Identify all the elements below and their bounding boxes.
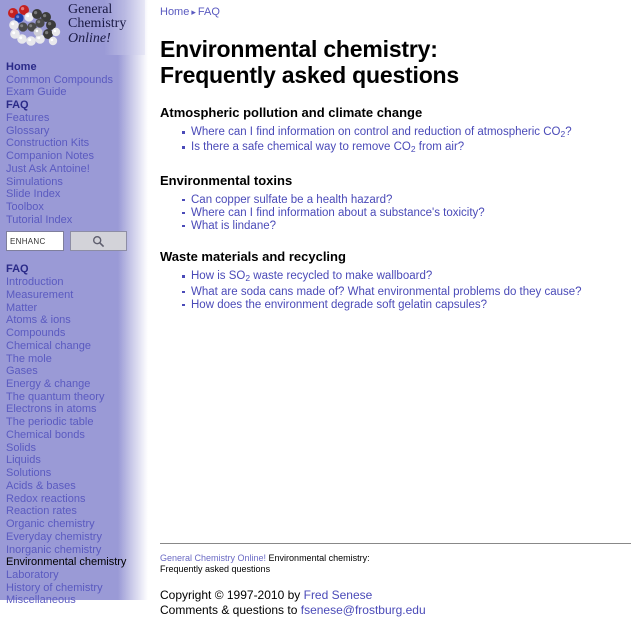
- sidebar-item-home[interactable]: Home: [6, 61, 37, 73]
- question-link[interactable]: How does the environment degrade soft gelatin capsules?: [191, 299, 631, 312]
- section-heading: Waste materials and recycling: [160, 249, 346, 265]
- faq-item-laboratory[interactable]: Laboratory: [6, 568, 59, 581]
- contact-text: Comments & questions to: [160, 603, 301, 617]
- faq-item-faq[interactable]: FAQ: [6, 263, 29, 276]
- faq-item-liquids[interactable]: Liquids: [6, 454, 41, 467]
- faq-item-solids[interactable]: Solids: [6, 441, 36, 454]
- faq-navigation: [0, 257, 148, 607]
- sidebar-item-just-ask-antoine[interactable]: Just Ask Antoine!: [6, 162, 90, 175]
- molecular-model-icon: [4, 3, 66, 51]
- site-logo[interactable]: [0, 0, 145, 55]
- breadcrumb: [160, 6, 631, 18]
- footer-citation: [160, 553, 631, 574]
- faq-item-solutions[interactable]: Solutions: [6, 467, 52, 480]
- faq-item-organic-chemistry[interactable]: Organic chemistry: [6, 518, 95, 531]
- section-heading: Atmospheric pollution and climate change: [160, 105, 423, 120]
- faq-item-introduction[interactable]: Introduction: [6, 276, 64, 289]
- faq-item-the-mole[interactable]: The mole: [6, 352, 52, 365]
- author-link[interactable]: Fred Senese: [303, 588, 373, 602]
- breadcrumb-separator-icon: ▸: [191, 7, 196, 17]
- footer-contact: [160, 603, 631, 618]
- faq-item-energy-change[interactable]: Energy & change: [6, 377, 91, 390]
- sidebar-item-companion-notes[interactable]: Companion Notes: [6, 150, 95, 163]
- faq-item-acids-bases[interactable]: Acids & bases: [6, 479, 76, 492]
- footer-cite-line-2: Frequently asked questions: [160, 563, 271, 574]
- search-submit-button[interactable]: [70, 231, 127, 251]
- chemical-subscript: 2: [245, 273, 251, 284]
- sidebar-item-features[interactable]: Features: [6, 111, 50, 124]
- breadcrumb-home-link[interactable]: Home: [160, 6, 190, 18]
- faq-item-gases[interactable]: Gases: [6, 365, 38, 378]
- sidebar-item-slide-index[interactable]: Slide Index: [6, 188, 61, 201]
- faq-item-inorganic-chemistry[interactable]: Inorganic chemistry: [6, 543, 102, 556]
- sidebar-item-simulations[interactable]: Simulations: [6, 175, 63, 188]
- contact-email-link[interactable]: fsenese@frostburg.edu: [300, 603, 426, 617]
- sidebar-item-toolbox[interactable]: Toolbox: [6, 201, 44, 214]
- breadcrumb-current[interactable]: FAQ: [197, 6, 220, 18]
- question-list: [160, 126, 631, 156]
- faq-item-electrons-in-atoms[interactable]: Electrons in atoms: [6, 403, 97, 416]
- sidebar-item-glossary[interactable]: Glossary: [6, 124, 50, 137]
- question-link[interactable]: How is $SO_2$ waste recycled to make wallboard?: [191, 270, 631, 285]
- sidebar-item-faq[interactable]: FAQ: [6, 99, 29, 112]
- faq-item-reaction-rates[interactable]: Reaction rates: [6, 505, 77, 518]
- faq-sections: [160, 105, 631, 311]
- footer-divider: [160, 543, 631, 544]
- question-link[interactable]: What is lindane?: [191, 220, 631, 233]
- footer-site-link[interactable]: General Chemistry Online!: [160, 553, 267, 563]
- faq-item-chemical-bonds[interactable]: Chemical bonds: [6, 428, 85, 441]
- sidebar-item-construction-kits[interactable]: Construction Kits: [6, 137, 90, 150]
- footer-copyright: [160, 588, 631, 603]
- search-icon: [92, 235, 105, 248]
- faq-item-chemical-change[interactable]: Chemical change: [6, 339, 91, 352]
- question-list: [160, 194, 631, 233]
- faq-item-redox-reactions[interactable]: Redox reactions: [6, 492, 86, 505]
- chemical-subscript: 2: [410, 144, 416, 155]
- sidebar-content: [0, 0, 148, 608]
- main-content: [160, 0, 631, 600]
- question-link[interactable]: What are soda cans made of? What environmental problems do they cause?: [191, 286, 631, 299]
- sidebar-item-common-compounds[interactable]: Common Compounds: [6, 73, 113, 86]
- question-link[interactable]: Where can I find information on control and reduction of atmospheric $CO_2$?: [191, 126, 631, 141]
- faq-item-miscellaneous[interactable]: Miscellaneous: [6, 594, 76, 607]
- faq-item-environmental-chemistry: Environmental chemistry: [6, 556, 127, 569]
- logo-line-1: General: [68, 2, 113, 17]
- page-title-line-1: Environmental chemistry:: [160, 36, 438, 62]
- faq-item-matter[interactable]: Matter: [6, 301, 38, 314]
- faq-item-atoms-ions[interactable]: Atoms & ions: [6, 314, 71, 327]
- logo-line-2: Chemistry: [68, 16, 127, 32]
- question-link[interactable]: Can copper sulfate be a health hazard?: [191, 194, 631, 207]
- question-link[interactable]: Where can I find information about a substance's toxicity?: [191, 207, 631, 220]
- chemical-subscript: 2: [560, 129, 566, 139]
- faq-item-the-periodic-table[interactable]: The periodic table: [6, 416, 94, 429]
- page-title: [160, 36, 631, 88]
- sidebar-item-exam-guide[interactable]: Exam Guide: [6, 86, 67, 99]
- faq-item-everyday-chemistry[interactable]: Everyday chemistry: [6, 530, 102, 543]
- question-list: [160, 270, 631, 311]
- faq-item-measurement[interactable]: Measurement: [6, 288, 74, 301]
- faq-item-the-quantum-theory[interactable]: The quantum theory: [6, 390, 105, 403]
- copyright-text: Copyright © 1997-2010 by: [160, 588, 304, 602]
- page-footer: [160, 543, 631, 618]
- footer-cite-rest: Environmental chemistry:: [266, 553, 370, 563]
- sidebar-item-tutorial-index[interactable]: Tutorial Index: [6, 213, 73, 226]
- logo-wordmark: [68, 3, 144, 46]
- search-form: [6, 231, 148, 251]
- faq-item-compounds[interactable]: Compounds: [6, 327, 66, 340]
- main-navigation: [0, 55, 148, 226]
- question-link[interactable]: Is there a safe chemical way to remove $CO_2$ from air?: [191, 141, 631, 156]
- logo-line-3: Online!: [68, 30, 111, 46]
- page-title-line-2: Frequently asked questions: [160, 62, 459, 88]
- section-heading: Environmental toxins: [160, 172, 293, 188]
- search-input[interactable]: [6, 231, 64, 251]
- faq-item-history-of-chemistry[interactable]: History of chemistry: [6, 581, 103, 594]
- faq-navigation-wrapper: [0, 257, 148, 607]
